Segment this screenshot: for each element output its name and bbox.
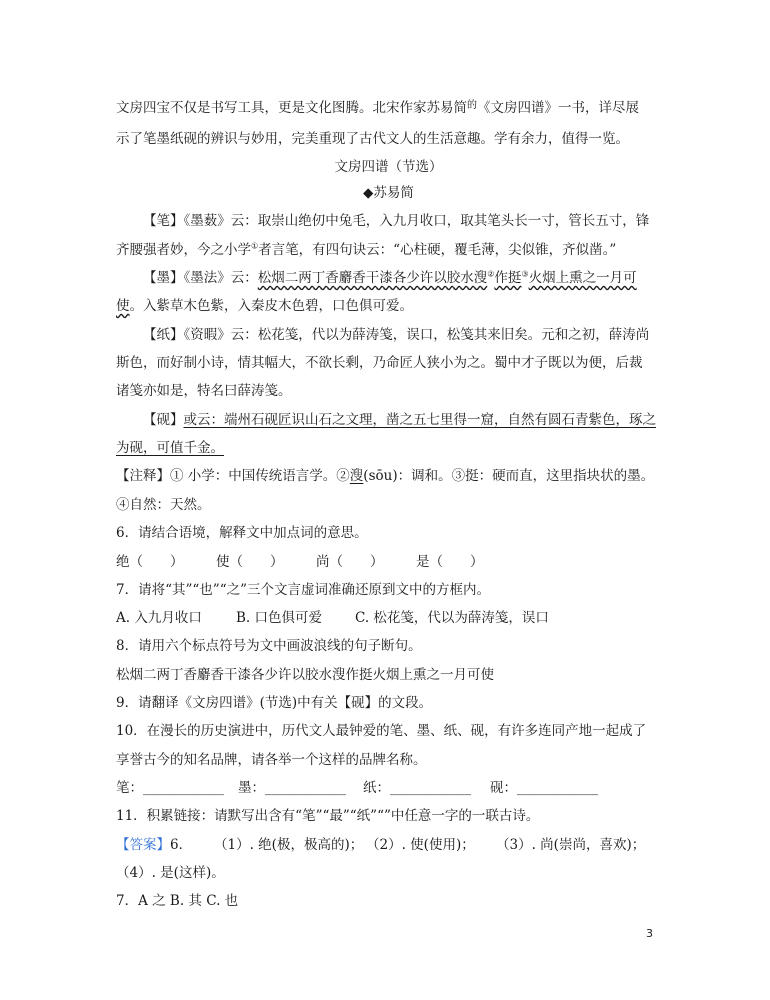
q6-item: 绝（ ） [116,554,184,570]
intro-line-1: 文房四宝不仅是书写工具，更是文化图腾。北宋作家苏易简$^的$《文房四谱》一书，详尽展 [116,100,639,116]
zhi-line-3: 诸笺亦如是，特名曰薛涛笺。 [116,383,292,399]
notes-line-1: 【注释】① 小学：中国传统语言学。②溲(sōu)：调和。③挺：硬而直，这里指块状的墨。 [116,468,655,484]
question-11: 11．积累链接：请默写出含有“笔”“最”“纸”“”中任意一字的一联古诗。 [116,808,540,824]
question-8: 8．请用六个标点符号为文中画波浪线的句子断句。 [116,638,422,654]
mo-line-2: 使。入紫草木色紫，入秦皮木色碧，口色俱可爱。 [116,298,413,314]
question-9: 9．请翻译《文房四谱》(节选)中有关【砚】的文段。 [116,695,433,711]
question-6-items [116,552,661,572]
yan-line-2: 为砚，可值千金。 [116,440,224,456]
blank-field: 砚：____________ [490,780,598,796]
blank-field: 墨：____________ [238,780,346,796]
bi-line-1: 【笔】《墨薮》云：取崇山绝仞中兔毛，入九月收口，取其笔头长一寸，管长五寸，锋 [143,213,650,229]
question-7: 7．请将“其”“也”“之”三个文言虚词准确还原到文中的方框内。 [116,582,490,598]
bi-line-2: 齐腰强者妙，今之小学①者言笔，有四句诀云：“心柱硬，覆毛薄，尖似锥，齐似凿。” [116,241,617,258]
intro-line-2: 示了笔墨纸砚的辨识与妙用，完美重现了古代文人的生活意趣。学有余力，值得一览。 [116,131,629,147]
zhi-line-2: 斯色，而好制小诗，情其幅大，不欲长剩，乃命匠人狭小为之。蜀中才子既以为便，后裁 [116,355,643,371]
passage-author: ◆苏易简 [363,185,414,201]
question-10-line-2: 享誉古今的知名品牌，请各举一个这样的品牌名称。 [116,752,427,768]
answer-line-2: （4）. 是(这样)。 [116,865,225,881]
mo-line-1: 【墨】《墨法》云：松烟二两丁香麝香干漆各少许以胶水溲②作挺③火烟上熏之一月可 [143,269,637,286]
question-6: 6．请结合语境，解释文中加点词的意思。 [116,525,368,541]
q6-item: 是（ ） [416,554,484,570]
question-7-options: A. 入九月收口 B. 口色俱可爱 C. 松花笺，代以为薛涛笺，误口 [116,610,549,626]
q6-item: 使（ ） [216,554,284,570]
passage-title: 文房四谱（节选） [334,159,443,175]
blank-field: 笔：____________ [116,780,224,796]
answer-line-3: 7．A 之 B. 其 C. 也 [116,893,239,909]
zhi-line-1: 【纸】《资暇》云：松花笺，代以为薛涛笺，误口，松笺其来旧矣。元和之初，薛涛尚 [143,327,650,343]
yan-line-1: 【砚】或云：端州石砚匠识山石之文理，凿之五七里得一窟，自然有圆石青紫色，琢之 [143,412,656,428]
page-number: 3 [646,927,653,940]
question-8-sentence: 松烟二两丁香麝香干漆各少许以胶水溲作挺火烟上熏之一月可使 [116,667,494,683]
blank-field: 纸：____________ [363,780,471,796]
answer-line-1: 【答案】6． （1）. 绝(极，极高的)； （2）. 使(使用)； （3）. 尚(崇尚，喜欢)； [116,837,646,853]
q6-item: 尚（ ） [316,554,384,570]
notes-line-2: ④自然：天然。 [116,497,211,513]
answer-tag: 【答案】 [116,837,170,853]
question-10-blanks [116,778,661,798]
question-10-line-1: 10．在漫长的历史演进中，历代文人最钟爱的笔、墨、纸、砚，有许多连同产地一起成了 [116,723,647,739]
